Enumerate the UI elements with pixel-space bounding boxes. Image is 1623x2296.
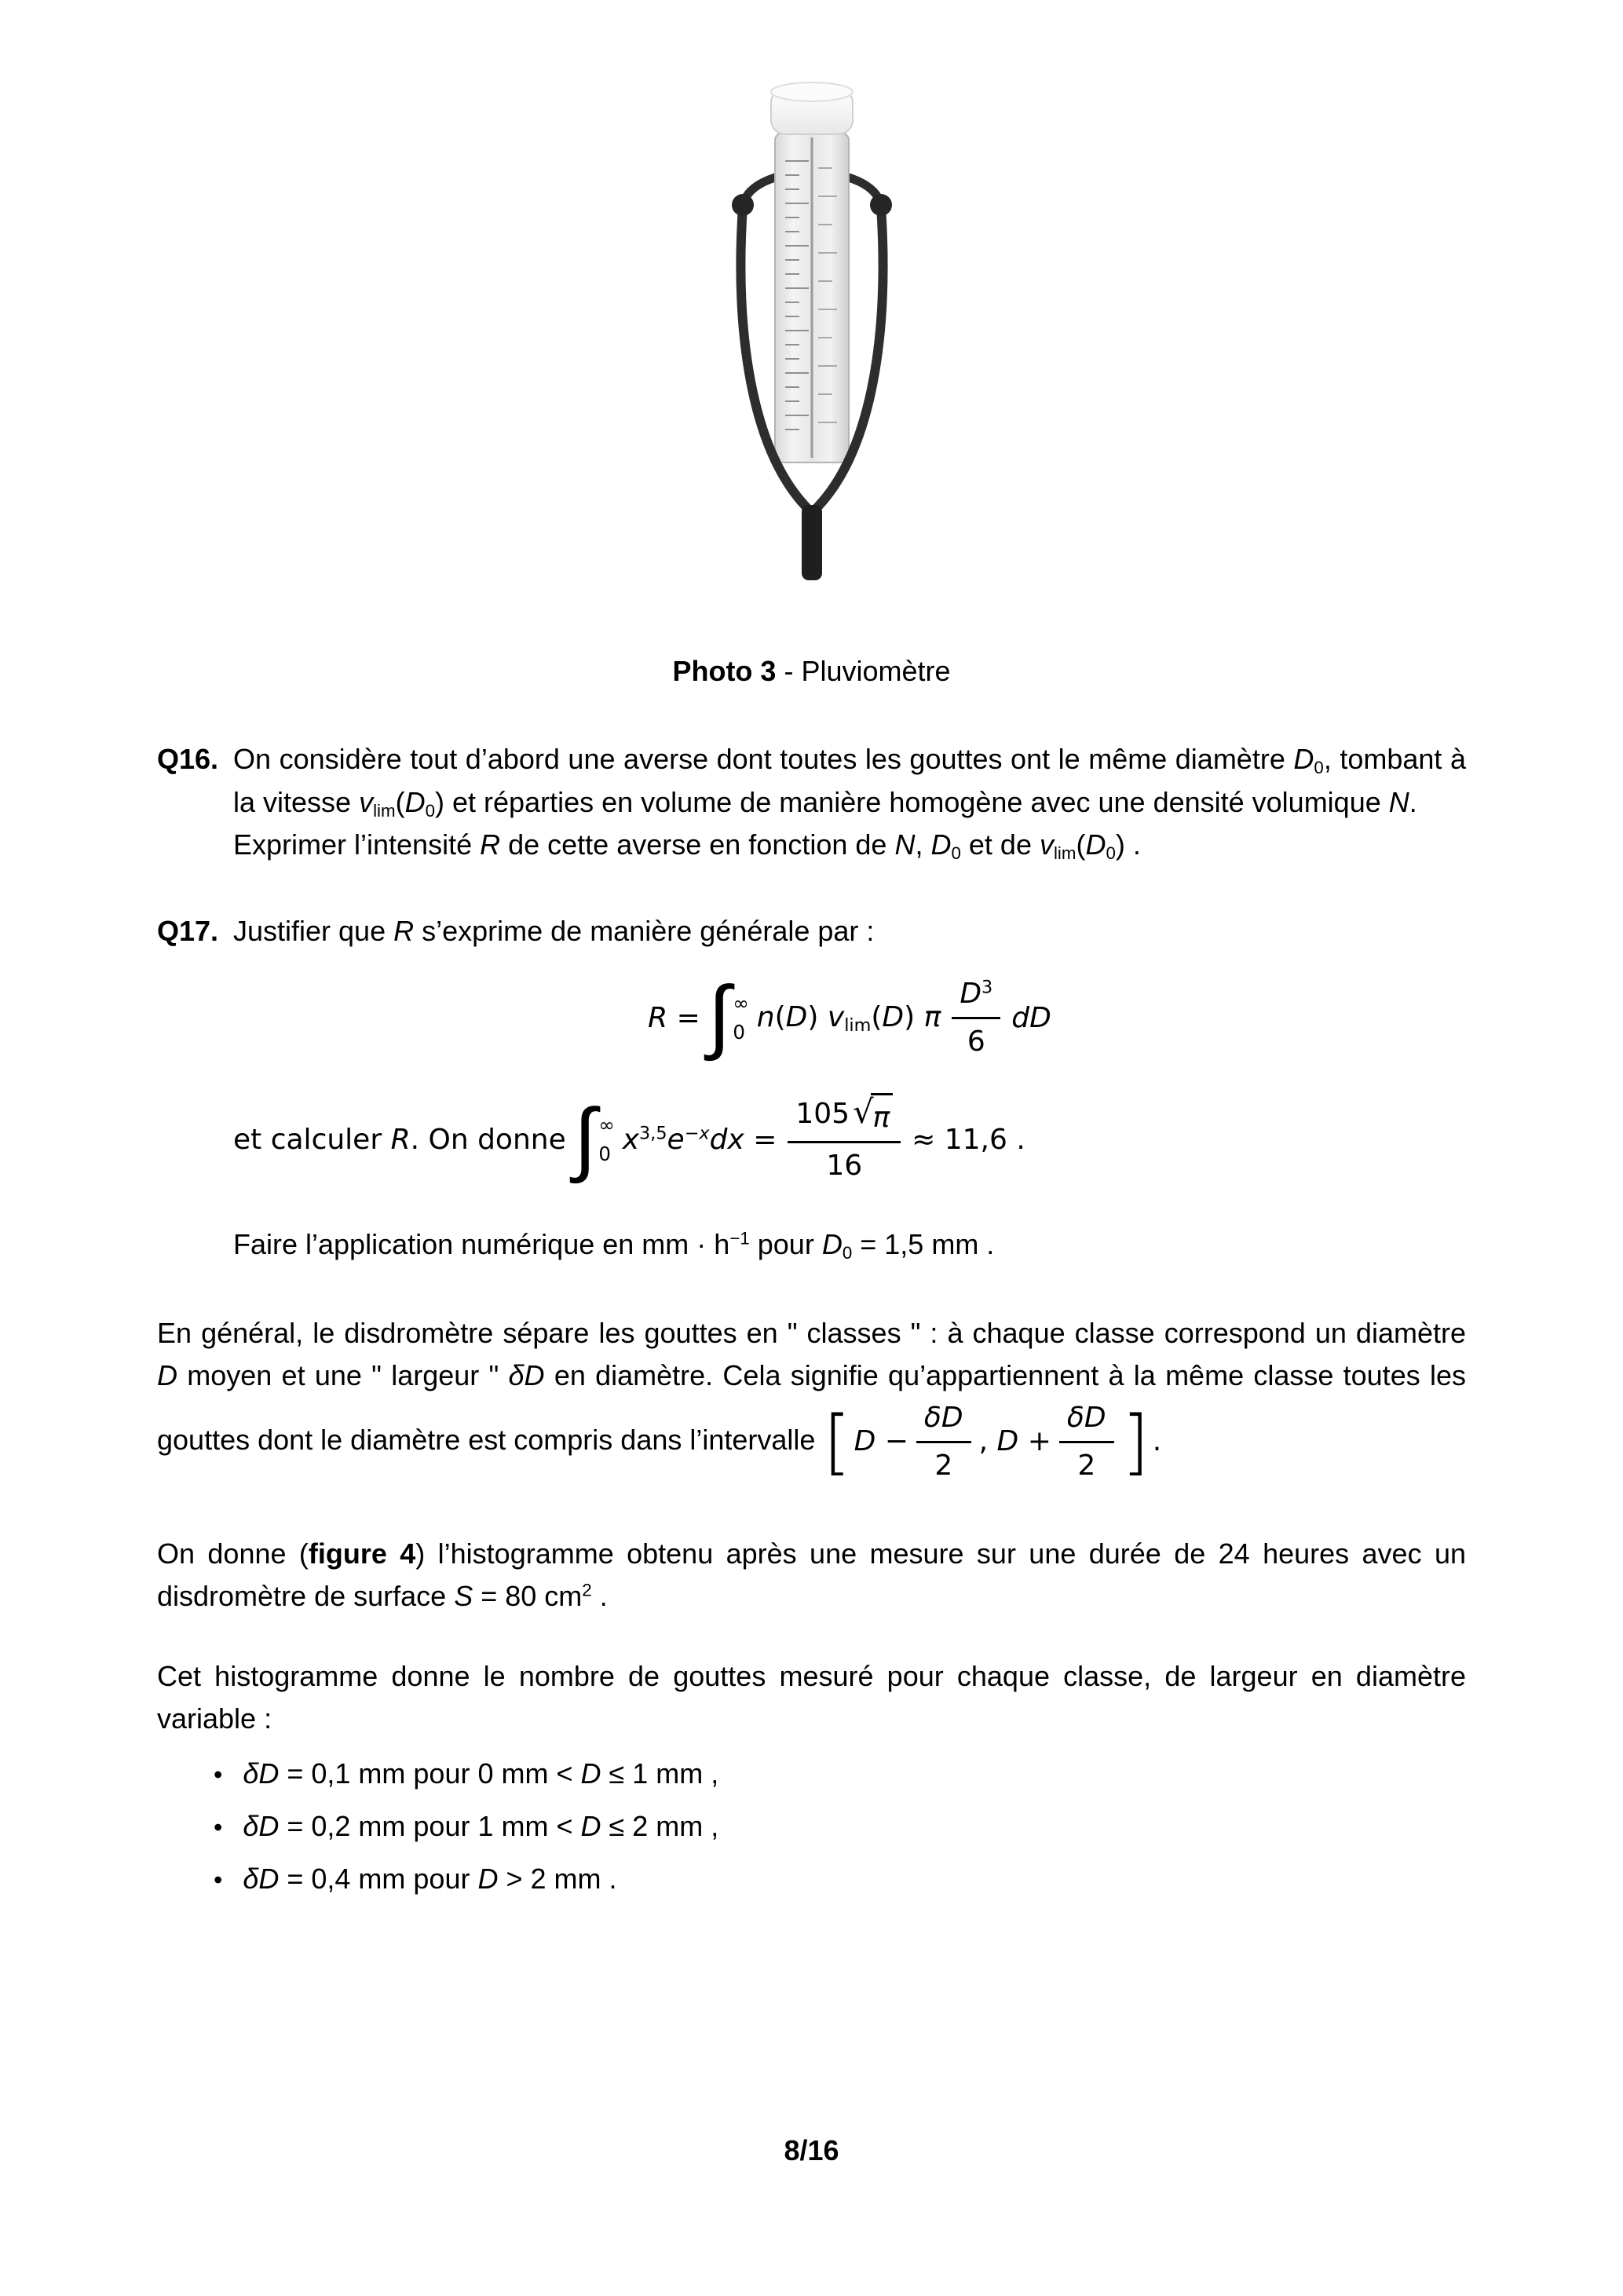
- interval-seg1: [854, 1420, 908, 1463]
- text-run: dx: [709, 1124, 744, 1157]
- text-run: = 0,1 mm pour 0 mm <: [279, 1757, 581, 1790]
- fraction-denominator: 2: [1077, 1449, 1096, 1482]
- text-run: =: [744, 1124, 777, 1157]
- question-q16-label: Q16.: [157, 743, 219, 775]
- fraction-numerator: [952, 973, 1000, 1019]
- coefficient: 105: [795, 1098, 850, 1131]
- fraction-D3-over-6: [952, 973, 1000, 1063]
- calc-integrand: [623, 1119, 777, 1161]
- page-number: 8/16: [784, 2134, 839, 2166]
- text-run: , tombant à la vitesse: [233, 743, 1467, 818]
- text-run: ): [1115, 828, 1125, 861]
- text-run: −: [875, 1425, 908, 1458]
- text-run: ≤ 2 mm: [601, 1809, 704, 1842]
- text-run: D: [580, 1757, 601, 1790]
- integral-glyph: ∫: [707, 967, 731, 1063]
- text-run: h: [714, 1228, 730, 1261]
- list-item: [214, 1805, 1466, 1848]
- text-run: lim: [373, 800, 396, 821]
- integral-limits: [598, 1111, 614, 1168]
- question-q16: [157, 738, 1466, 867]
- text-run: D: [1085, 828, 1106, 861]
- calc-lead-text: [233, 1119, 566, 1161]
- list-item-text: [243, 1753, 718, 1795]
- square-root: [853, 1093, 893, 1139]
- fraction-deltaD-over-2: [1059, 1397, 1114, 1487]
- text-run: δD: [243, 1862, 280, 1895]
- para-figure4: [157, 1533, 1466, 1618]
- fraction-105sqrtpi-over-16: [788, 1093, 901, 1187]
- text-run: Faire l’application numérique en mm: [233, 1228, 689, 1261]
- text-run: v: [359, 785, 374, 818]
- text-run: ,: [978, 1425, 997, 1458]
- text-run: D: [996, 1425, 1019, 1458]
- close-bracket: ]: [1121, 1400, 1150, 1483]
- text-run: δD: [1066, 1401, 1106, 1434]
- text-run: lim: [844, 1015, 872, 1036]
- text-run: ): [904, 1001, 924, 1034]
- integral-limits: [733, 989, 748, 1047]
- text-run: - Pluviomètre: [776, 655, 951, 687]
- text-run: en diamètre. Cela signifie qu’appartiennent à la même classe toutes les gouttes dont le diamètre est compris dans l’intervalle: [157, 1358, 1466, 1456]
- open-bracket: [: [823, 1400, 851, 1483]
- q17-calc-line: [233, 1089, 1466, 1187]
- text-run: 2: [582, 1580, 592, 1600]
- text-run: > 2 mm: [498, 1862, 601, 1895]
- text-run: N: [1388, 785, 1409, 818]
- lower-limit: 0: [733, 1020, 745, 1044]
- integral-sign: [707, 967, 749, 1063]
- text-run: N: [894, 828, 916, 861]
- bullet-marker: •: [214, 1865, 223, 1894]
- text-run: D: [157, 1358, 177, 1391]
- question-q17-body: [233, 910, 1466, 1267]
- text-run: (: [1076, 828, 1086, 861]
- formula-lhs: [648, 997, 700, 1040]
- list-item-text: [243, 1858, 616, 1900]
- text-run: δD: [243, 1809, 280, 1842]
- q16-paragraph-2: [233, 824, 1466, 867]
- text-run: π: [923, 1001, 941, 1034]
- text-run: = 80 cm: [473, 1579, 583, 1612]
- text-run: −x: [684, 1123, 710, 1144]
- list-item-text: [243, 1805, 718, 1848]
- bullet-marker: •: [214, 1760, 223, 1789]
- bullet-marker: •: [214, 1812, 223, 1841]
- text-run: 3,5: [639, 1123, 667, 1144]
- interval-formula: [823, 1397, 1161, 1487]
- text-run: .: [1124, 828, 1141, 861]
- text-run: D: [580, 1809, 601, 1842]
- text-run: 0: [1314, 758, 1324, 778]
- text-run: D: [821, 1228, 843, 1261]
- integral-sign: [573, 1089, 615, 1186]
- formula-differential: [1011, 997, 1051, 1040]
- list-item: [214, 1753, 1466, 1795]
- text-run: .: [1007, 1124, 1025, 1157]
- text-run: D: [882, 1001, 905, 1034]
- text-run: ≤ 1 mm: [601, 1757, 704, 1790]
- text-run: 0: [1106, 843, 1116, 864]
- upper-limit: ∞: [598, 1113, 615, 1137]
- text-run: et calculer: [233, 1124, 391, 1157]
- text-run: et réparties en volume de manière homogène avec une densité volumique: [444, 785, 1389, 818]
- text-run: D: [960, 978, 982, 1011]
- text-run: .: [591, 1579, 608, 1612]
- fraction-denominator: 6: [967, 1026, 985, 1058]
- text-run: δD: [923, 1401, 963, 1434]
- text-run: R: [480, 828, 501, 861]
- text-run: R: [393, 915, 415, 948]
- list-item: [214, 1858, 1466, 1900]
- text-run: s’exprime de manière générale par :: [414, 915, 875, 948]
- text-run: ,: [915, 828, 931, 861]
- text-run: δD: [508, 1358, 545, 1391]
- text-run: (: [774, 1001, 786, 1034]
- text-run: = 1,5 mm .: [852, 1228, 995, 1261]
- text-run: .: [601, 1862, 617, 1895]
- photo-container: [157, 0, 1466, 628]
- text-run: lim: [1053, 843, 1077, 864]
- text-run: Cet histogramme donne le nombre de gouttes mesuré pour chaque classe, de largeur en diamètre variable :: [157, 1659, 1466, 1735]
- text-run: ,: [703, 1809, 719, 1842]
- calc-result: [912, 1119, 1025, 1161]
- text-run: pour: [749, 1228, 822, 1261]
- text-run: D: [1293, 743, 1314, 775]
- fraction-numerator: [1059, 1397, 1114, 1443]
- question-q17: [157, 910, 1466, 1267]
- text-run: = 0,2 mm pour 1 mm <: [279, 1809, 581, 1842]
- text-run: x: [622, 1124, 640, 1157]
- text-run: ): [807, 1001, 828, 1034]
- text-run: ≈ 11,6: [912, 1124, 1007, 1157]
- fraction-numerator: [788, 1093, 901, 1143]
- text-run: D: [404, 785, 426, 818]
- text-run: = 0,4 mm pour: [279, 1862, 478, 1895]
- text-run: D: [930, 828, 952, 861]
- text-run: On considère tout d’abord une averse dont toutes les gouttes ont le même diamètre: [233, 743, 1294, 775]
- text-run: S: [454, 1579, 473, 1612]
- text-run: 0: [951, 843, 961, 864]
- text-run: 3: [981, 977, 993, 998]
- question-q17-label: Q17.: [157, 915, 219, 948]
- text-run: R: [648, 1001, 668, 1034]
- upper-limit: ∞: [733, 991, 749, 1015]
- integral-glyph: ∫: [573, 1089, 597, 1186]
- lower-limit: 0: [598, 1143, 611, 1166]
- text-run: 0: [425, 800, 436, 821]
- q17-numeric-application: [233, 1223, 1466, 1267]
- text-run: moyen et une " largeur ": [177, 1358, 509, 1391]
- text-run: Exprimer l’intensité: [233, 828, 481, 861]
- text-run: ): [435, 785, 445, 818]
- interval-seg2: [979, 1420, 1051, 1463]
- fraction-denominator: 16: [826, 1150, 863, 1183]
- class-width-list: [157, 1753, 1466, 1900]
- text-run: v: [1039, 828, 1054, 861]
- text-run: Justifier que: [233, 915, 394, 948]
- pluviometer-photo: [694, 75, 930, 616]
- text-run: Photo 3: [672, 655, 777, 687]
- text-run: 0: [842, 1243, 853, 1263]
- q17-intro: [233, 910, 1466, 952]
- text-run: e: [667, 1124, 685, 1157]
- text-run: de cette averse en fonction de: [500, 828, 895, 861]
- para-disdrometre: [157, 1312, 1466, 1487]
- text-run: R: [390, 1124, 411, 1157]
- text-run: En général, le disdromètre sépare les gouttes en " classes " : à chaque classe correspond un diamètre: [157, 1316, 1466, 1349]
- text-run: ,: [703, 1757, 719, 1790]
- text-run: et de: [960, 828, 1040, 861]
- q17-general-formula: [233, 967, 1466, 1063]
- radicand-pi: π: [871, 1093, 893, 1139]
- formula-integrand: [757, 996, 941, 1040]
- text-run: (: [871, 1001, 883, 1034]
- q16-paragraph-1: [233, 738, 1466, 824]
- text-run: .: [1409, 785, 1417, 818]
- text-run: n: [756, 1001, 775, 1034]
- fraction-denominator: 2: [934, 1449, 953, 1482]
- fraction-deltaD-over-2: [916, 1397, 971, 1487]
- text-run: D: [854, 1425, 876, 1458]
- text-run: figure 4: [308, 1537, 416, 1570]
- text-run: δD: [243, 1757, 280, 1790]
- text-run: D: [477, 1862, 499, 1895]
- photo-caption: [157, 650, 1466, 693]
- sentence-end: .: [1152, 1425, 1162, 1458]
- text-run: On donne (: [157, 1537, 309, 1570]
- question-q16-body: [233, 738, 1466, 867]
- text-run: +: [1018, 1425, 1051, 1458]
- text-run: D: [785, 1001, 808, 1034]
- text-run: =: [667, 1001, 700, 1034]
- para-lead: [157, 1317, 1466, 1456]
- text-run: . On donne: [410, 1124, 566, 1157]
- text-run: ·: [689, 1228, 715, 1261]
- para-histogram: [157, 1655, 1466, 1740]
- fraction-numerator: [916, 1397, 971, 1443]
- text-run: ) l’histogramme obtenu après une mesure sur une durée de 24 heures avec un disdromètre de surface: [157, 1537, 1466, 1612]
- text-run: v: [827, 1001, 845, 1034]
- radical-sign: √: [853, 1093, 874, 1132]
- text-run: (: [395, 785, 405, 818]
- text-run: dD: [1011, 1001, 1051, 1034]
- text-run: −1: [729, 1228, 750, 1249]
